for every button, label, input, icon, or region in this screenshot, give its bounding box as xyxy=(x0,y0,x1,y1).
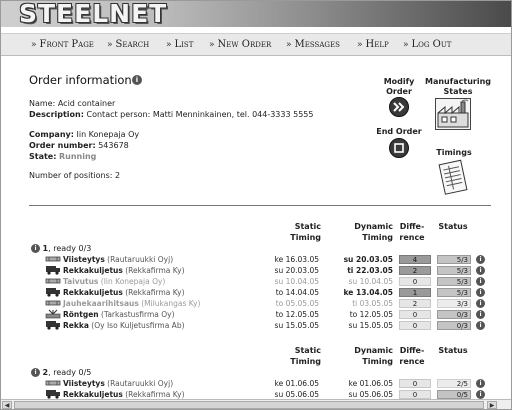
stop-icon xyxy=(390,139,408,157)
order-info-title: Order information xyxy=(29,73,132,87)
truck-icon xyxy=(45,320,61,330)
static-timing: ke 16.03.05 xyxy=(274,255,319,264)
nav-help[interactable]: » Help xyxy=(357,39,389,50)
table-row[interactable] xyxy=(1,298,511,309)
dynamic-timing: su 10.04.05 xyxy=(348,277,393,286)
double-chevron-icon: » xyxy=(403,40,409,50)
task-name[interactable]: Taivutus (Iin Konepaja Oy) xyxy=(63,277,166,286)
static-timing: ke 01.06.05 xyxy=(274,379,319,388)
static-timing: to 12.05.05 xyxy=(275,310,319,319)
difference-value: 0 xyxy=(399,310,431,319)
nav-messages[interactable]: » Messages xyxy=(286,39,340,50)
status-badge: 0/3 xyxy=(437,310,471,319)
task-name[interactable]: Viisteytys (Rautaruukki Oyj) xyxy=(63,255,174,264)
nav-new-order[interactable]: » New Order xyxy=(209,39,272,50)
truck-icon xyxy=(45,265,61,275)
order-state: State: Running xyxy=(29,152,97,161)
xray-icon xyxy=(45,309,61,319)
pipe-icon xyxy=(45,254,61,264)
steelnet-logo[interactable]: STEELNET xyxy=(19,0,168,28)
header-bar xyxy=(1,1,511,27)
info-icon[interactable]: i xyxy=(476,379,485,388)
static-timing: su 20.03.05 xyxy=(274,266,319,275)
header-dynamic-timing: Dynamic Timing xyxy=(354,346,393,366)
scroll-right-button[interactable]: ▶ xyxy=(487,401,497,409)
status-badge: 0/5 xyxy=(437,390,471,399)
table-row[interactable] xyxy=(1,320,511,331)
order-name: Name: Acid container xyxy=(29,99,116,108)
info-icon[interactable]: i xyxy=(132,75,142,85)
horizontal-scrollbar[interactable] xyxy=(1,399,511,410)
end-order-button[interactable] xyxy=(389,138,409,158)
status-badge: 5/3 xyxy=(437,277,471,286)
dynamic-timing: to 12.05.05 xyxy=(349,310,393,319)
modify-order-label[interactable]: Modify Order xyxy=(383,77,415,96)
dynamic-timing: su 15.05.05 xyxy=(348,321,393,330)
header-dynamic-timing: Dynamic Timing xyxy=(354,222,393,242)
table-row[interactable] xyxy=(1,309,511,320)
dynamic-timing: ke 01.06.05 xyxy=(348,379,393,388)
double-chevron-icon: » xyxy=(357,40,363,50)
state-badge: Running xyxy=(58,152,97,161)
truck-icon xyxy=(45,389,61,399)
nav-search[interactable]: » Search xyxy=(107,39,150,50)
difference-value: 2 xyxy=(399,266,431,275)
static-timing: to 05.05.05 xyxy=(275,299,319,308)
table-row[interactable] xyxy=(1,378,511,389)
double-chevron-icon: » xyxy=(31,40,37,50)
info-icon[interactable]: i xyxy=(31,368,40,377)
header-difference: Diffe- rence xyxy=(399,346,425,366)
truck-icon xyxy=(45,287,61,297)
status-badge: 2/5 xyxy=(437,379,471,388)
section-divider xyxy=(29,205,491,206)
position-header: i 1, ready 0/3 xyxy=(31,244,91,253)
double-chevron-icon: » xyxy=(209,40,215,50)
status-badge: 0/3 xyxy=(437,321,471,330)
task-name[interactable]: Röntgen (Tarkastusfirma Oy) xyxy=(63,310,175,319)
nav-list[interactable]: » List xyxy=(166,39,194,50)
order-description: Description: Contact person: Matti Menninkainen, tel. 044-3333 5555 xyxy=(29,110,314,119)
end-order-label[interactable]: End Order xyxy=(376,127,422,136)
difference-value: 0 xyxy=(399,277,431,286)
difference-value: 0 xyxy=(399,321,431,330)
header-status: Status xyxy=(438,222,468,231)
dynamic-timing: su 20.03.05 xyxy=(343,255,393,264)
task-name[interactable]: Jauhekaarihitsaus (Milukangas Ky) xyxy=(63,299,201,308)
main-nav xyxy=(1,33,511,56)
scroll-left-button[interactable]: ◀ xyxy=(2,401,12,409)
header-static-timing: Static Timing xyxy=(290,222,321,242)
info-icon[interactable]: i xyxy=(476,266,485,275)
pipe-icon xyxy=(45,298,61,308)
info-icon[interactable]: i xyxy=(476,310,485,319)
timings-sheet-icon[interactable] xyxy=(437,159,469,195)
difference-value: 4 xyxy=(399,255,431,264)
table-row[interactable] xyxy=(1,287,511,298)
double-chevron-icon: » xyxy=(286,40,292,50)
status-badge: 5/3 xyxy=(437,255,471,264)
static-timing: to 14.04.05 xyxy=(275,288,319,297)
manufacturing-states-label[interactable]: Manufacturing States xyxy=(425,77,491,96)
table-row[interactable] xyxy=(1,254,511,265)
task-name[interactable]: Rekkakuljetus (Rekkafirma Ky) xyxy=(63,390,185,399)
dynamic-timing: su 05.06.05 xyxy=(348,390,393,399)
difference-value: 1 xyxy=(399,288,431,297)
difference-value: 0 xyxy=(399,390,431,399)
dynamic-timing: ti 22.03.05 xyxy=(347,266,393,275)
task-name[interactable]: Rekkakuljetus (Rekkafirma Ky) xyxy=(63,288,185,297)
table-row[interactable] xyxy=(1,276,511,287)
order-number: Order number: 543678 xyxy=(29,141,129,150)
task-name[interactable]: Rekkakuljetus (Rekkafirma Ky) xyxy=(63,266,185,275)
fast-forward-icon xyxy=(390,98,408,116)
info-icon[interactable]: i xyxy=(476,288,485,297)
timings-label[interactable]: Timings xyxy=(436,148,472,157)
info-icon[interactable]: i xyxy=(476,255,485,264)
order-positions: Number of positions: 2 xyxy=(29,171,121,180)
double-chevron-icon: » xyxy=(107,40,113,50)
double-chevron-icon: » xyxy=(166,40,172,50)
table-row[interactable] xyxy=(1,265,511,276)
difference-value: 0 xyxy=(399,379,431,388)
modify-order-button[interactable] xyxy=(389,97,409,117)
static-timing: su 10.04.05 xyxy=(274,277,319,286)
difference-value: 2 xyxy=(399,299,431,308)
dynamic-timing: ti 03.05.05 xyxy=(352,299,393,308)
position-header: i 2, ready 0/5 xyxy=(31,368,91,377)
static-timing: su 15.05.05 xyxy=(274,321,319,330)
static-timing: su 05.06.05 xyxy=(274,390,319,399)
task-name[interactable]: Rekka (Oy Iso Kuljetusfirma Ab) xyxy=(63,321,185,330)
info-icon[interactable]: i xyxy=(476,277,485,286)
status-badge: 3/3 xyxy=(437,299,471,308)
nav-front-page[interactable]: » Front Page xyxy=(31,39,94,50)
nav-log-out[interactable]: » Log Out xyxy=(403,39,452,50)
factory-icon[interactable] xyxy=(435,98,471,130)
status-badge: 5/3 xyxy=(437,288,471,297)
task-name[interactable]: Viisteytys (Rautaruukki Oyj) xyxy=(63,379,174,388)
dynamic-timing: ke 13.04.05 xyxy=(343,288,393,297)
header-status: Status xyxy=(438,346,468,355)
info-icon[interactable]: i xyxy=(476,299,485,308)
header-difference: Diffe- rence xyxy=(399,222,425,242)
pipe-icon xyxy=(45,276,61,286)
order-company: Company: Iin Konepaja Oy xyxy=(29,130,140,139)
info-icon[interactable]: i xyxy=(31,244,40,253)
status-badge: 5/3 xyxy=(437,266,471,275)
header-static-timing: Static Timing xyxy=(290,346,321,366)
info-icon[interactable]: i xyxy=(476,390,485,399)
pipe-icon xyxy=(45,378,61,388)
scrollbar-thumb[interactable] xyxy=(14,401,484,409)
info-icon[interactable]: i xyxy=(476,321,485,330)
